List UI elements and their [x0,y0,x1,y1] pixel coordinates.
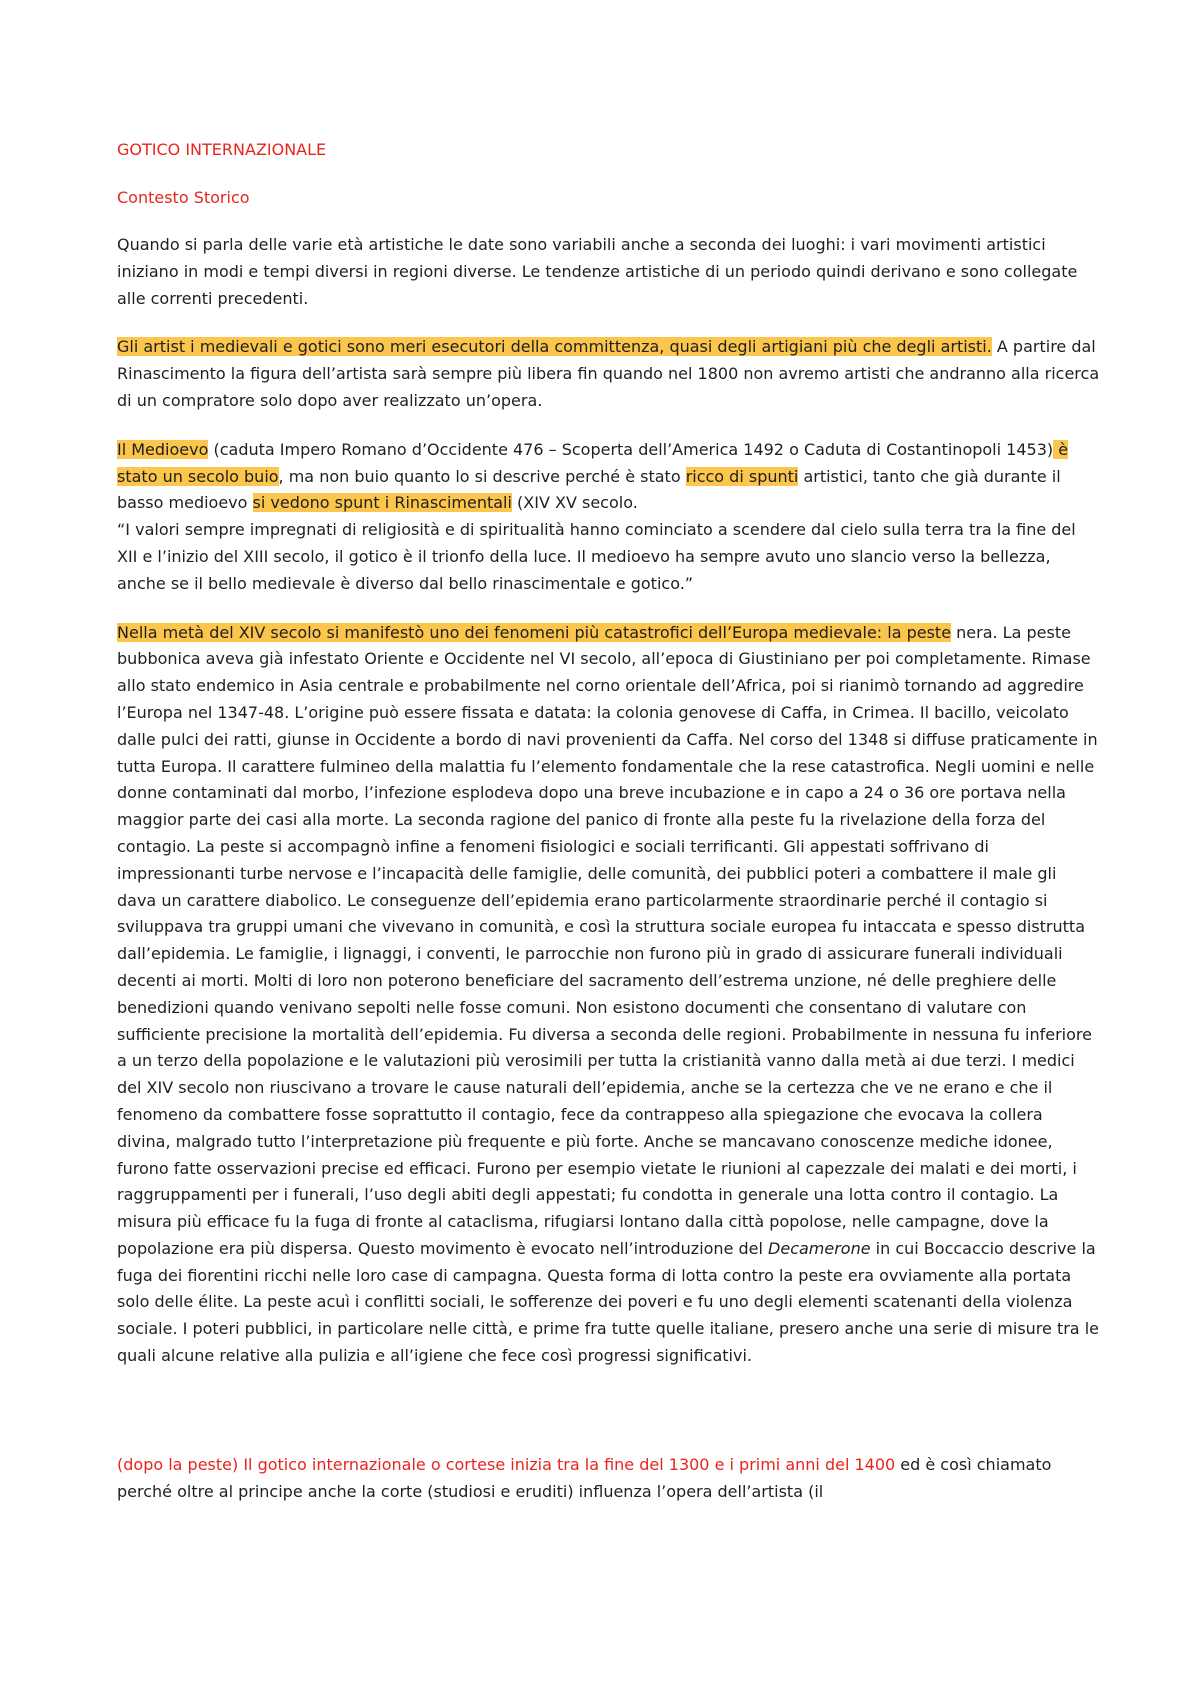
paragraph-text: ed è così chiamato perché oltre al principe anche la corte (studiosi e eruditi) influenza l’opera dell’artista (il [117,1454,1052,1501]
paragraph-text: nera. La peste bubbonica aveva già infestato Oriente e Occidente nel VI secolo, all’epoca di Giustiniano per poi completamente. Rimase allo stato endemico in Asia centrale e probabilmente nel corno orientale dell’Africa, poi si rianimò tornando ad aggredire l’Europa nel 1347-48. L’origine può essere fissata e datata: la colonia genovese di Caffa, in Crimea. Il bacillo, veicolato dalle pulci dei ratti, giunse in Occidente a bordo di navi provenienti da Caffa. Nel corso del 1348 si diffuse praticamente in tutta Europa. Il carattere fulmineo della malattia fu l’elemento fondamentale che la rese catastrofica. Negli uomini e nelle donne contaminati dal morbo, l’infezione esplodeva dopo una breve incubazione e in capo a 24 o 36 ore portava nella maggior parte dei casi alla morte. La seconda ragione del panico di fronte alla peste fu la rivelazione della forza del contagio. La peste si accompagnò infine a fenomeni fisiologici e sociali terrificanti. Gli appestati soffrivano di impressionanti turbe nervose e l’incapacità delle famiglie, delle comunità, dei pubblici poteri a combattere il male gli dava un carattere diabolico. Le conseguenze dell’epidemia erano particolarmente straordinarie perché il contagio si sviluppava tra gruppi umani che vivevano in comunità, e così la struttura sociale europea fu intaccata e spesso distrutta dall’epidemia. Le famiglie, i lignaggi, i conventi, le parrocchie non furono più in grado di assicurare funerali individuali decenti ai morti. Molti di loro non poterono beneficiare del sacramento dell’estrema unzione, né delle preghiere delle benedizioni quando venivano sepolti nelle fosse comuni. Non esistono documenti che consentano di valutare con sufficiente precisione la mortalità dell’epidemia. Fu diversa a seconda delle regioni. Probabilmente in nessuna fu inferiore a un terzo della popolazione e le valutazioni più verosimili per tutta la cristianità vanno dalla metà ai due terzi. I medici del XIV secolo non riuscivano a trovare le cause naturali dell’epidemia, anche se la certezza che ve ne erano e che il fenomeno da combattere fosse soprattutto il contagio, fece da contrappeso alla spiegazione che evocava la collera divina, malgrado tutto l’interpretazione più frequente e più forte. Anche se mancavano conoscenze mediche idonee, furono fatte osservazioni precise ed efficaci. Furono per esempio vietate le riunioni al capezzale dei malati e dei morti, i raggruppamenti per i funerali, l’uso degli abiti degli appestati; fu condotta in generale una lotta contro il contagio. La misura più efficace fu la fuga di fronte al cataclisma, rifugiarsi lontano dalla città popolose, nelle campagne, dove la popolazione era più dispersa. Questo movimento è evocato nell’introduzione del [117,622,1098,1258]
paragraph-text: in cui Boccaccio descrive la fuga dei fiorentini ricchi nelle loro case di campagna. Questa forma di lotta contro la peste era ovviamente alla portata solo delle élite. La peste acuì i conflitti sociali, le sofferenze dei poveri e fu uno degli elementi scatenanti della violenza sociale. I poteri pubblici, in particolare nelle città, e prime fra tutte quelle italiane, presero anche una serie di misure tra le quali alcune relative alla pulizia e all’igiene che fece così progressi significativi. [117,1238,1099,1366]
highlighted-text: Gli artist i medievali e gotici sono meri esecutori della committenza, quasi degli artigiani più che degli artisti. [117,337,992,357]
italic-title: Decamerone [768,1238,871,1258]
paragraph-text: A partire dal Rinascimento la figura dell’artista sarà sempre più libera fin quando nel 1800 non avremo artisti che andranno alla ricerca di un compratore solo dopo aver realizzato un’opera. [117,337,1100,410]
highlighted-text: si vedono spunt i Rinascimentali [252,493,512,513]
paragraph-text: (caduta Impero Romano d’Occidente 476 – Scoperta dell’America 1492 o Caduta di Costantinopoli 1453) [208,439,1054,459]
section-heading: Contesto Storico [117,188,250,207]
highlighted-text: ricco di spunti [685,466,799,486]
highlighted-text: Nella metà del XIV secolo si manifestò uno dei fenomeni più catastrofici dell’Europa medievale: la peste [117,622,952,642]
paragraph-gotico [117,1452,1100,1506]
highlighted-text: è stato un secolo buio [117,439,1069,486]
document-title: GOTICO INTERNAZIONALE [117,140,327,159]
paragraph-text: artistici, tanto che già durante il basso medioevo [117,466,1061,513]
paragraph-peste [117,620,1100,1370]
paragraph-text: (XIV XV secolo. [511,493,638,513]
paragraph-text: , ma non buio quanto lo si descrive perché è stato [278,466,686,486]
highlighted-text: Il Medioevo [117,439,209,459]
red-text: (dopo la peste) Il gotico internazionale o cortese inizia tra la fine del 1300 e i primi anni del 1400 [117,1454,896,1474]
paragraph-medioevo [117,437,1100,598]
quote-text: “I valori sempre impregnati di religiosità e di spiritualità hanno cominciato a scendere dal cielo sulla terra tra la fine del XII e l’inizio del XIII secolo, il gotico è il trionfo della luce. Il medioevo ha sempre avuto uno slancio verso la bellezza, anche se il bello medievale è diverso dal bello rinascimentale e gotico.” [117,520,1076,593]
paragraph-artists [117,334,1100,414]
paragraph-intro: Quando si parla delle varie età artistiche le date sono variabili anche a seconda dei luoghi: i vari movimenti artistici iniziano in modi e tempi diversi in regioni diverse. Le tendenze artistiche di un periodo quindi derivano e sono collegate alle correnti precedenti. [117,235,1078,308]
